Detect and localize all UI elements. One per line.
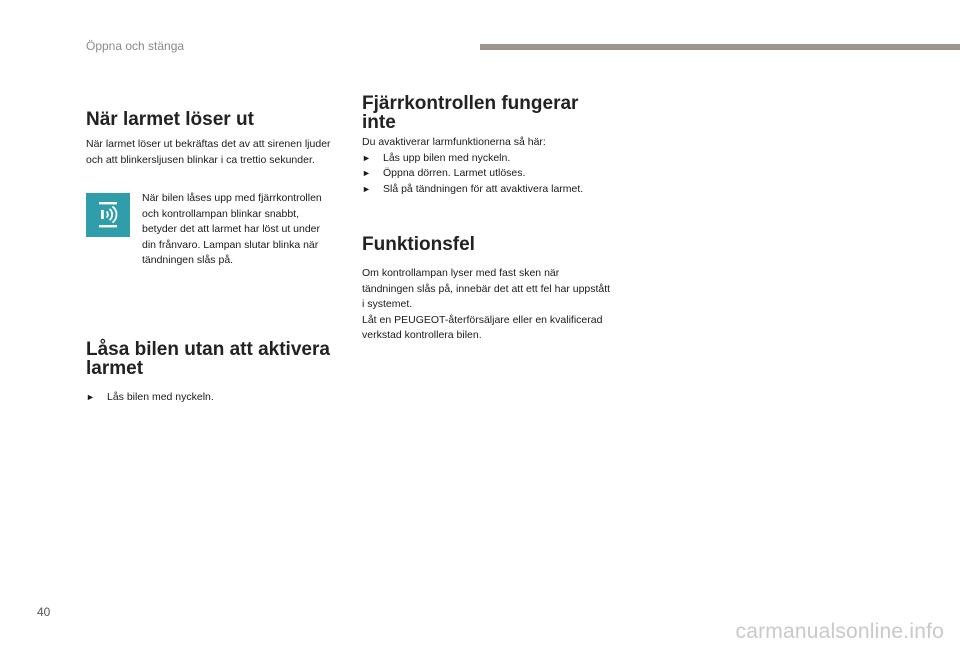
- arrow-bullet-icon: ►: [86, 392, 95, 402]
- arrow-bullet-icon: ►: [362, 183, 371, 194]
- list-item: ► Öppna dörren. Larmet utlöses.: [362, 166, 632, 182]
- malfunction-para2: Låt en PEUGEOT-återförsäljare eller en kvalificerad verkstad kontrollera bilen.: [362, 313, 603, 341]
- watermark: carmanualsonline.info: [735, 620, 944, 643]
- remote-steps-list: [362, 151, 632, 198]
- section-title: Öppna och stänga: [86, 39, 185, 53]
- list-item: ► Slå på tändningen för att avaktivera larmet.: [362, 182, 632, 198]
- alarm-triggered-intro: När larmet löser ut bekräftas det av att sirenen ljuder och att blinkersljusen blinkar i ca trettio sekunder.: [86, 138, 331, 166]
- arrow-bullet-icon: ►: [362, 152, 371, 163]
- alarm-icon-note-text: När bilen låses upp med fjärrkontrollen och kontrollampan blinkar snabbt, betyder det att larmet har löst ut under din frånvaro. Lampan slutar blinka när tändningen slås på.: [142, 192, 322, 266]
- remote-failure-section: [362, 94, 632, 197]
- lock-without-alarm-heading: Låsa bilen utan att aktivera larmet: [86, 339, 330, 379]
- malfunction-section: [362, 235, 612, 344]
- lock-steps-list: [86, 390, 346, 406]
- alarm-triggered-section: [86, 110, 342, 168]
- alarm-triggered-heading: När larmet löser ut: [86, 109, 254, 130]
- remote-failure-intro: Du avaktiverar larmfunktionerna så här:: [362, 136, 546, 148]
- malfunction-para1: Om kontrollampan lyser med fast sken när tändningen slås på, innebär det att ett fel har uppstått i systemet.: [362, 267, 611, 310]
- list-item: ► Lås bilen med nyckeln.: [86, 390, 346, 406]
- lock-without-alarm-section: [86, 340, 346, 406]
- malfunction-heading: Funktionsfel: [362, 234, 475, 255]
- alarm-indicator-icon: [86, 193, 130, 237]
- arrow-bullet-icon: ►: [362, 168, 371, 178]
- page-number: 40: [37, 605, 51, 619]
- remote-failure-heading: Fjärrkontrollen fungerar inte: [362, 93, 579, 133]
- list-item: ► Lås upp bilen med nyckeln.: [362, 151, 632, 167]
- header-bar: [480, 44, 960, 50]
- alarm-icon-note: [142, 191, 328, 269]
